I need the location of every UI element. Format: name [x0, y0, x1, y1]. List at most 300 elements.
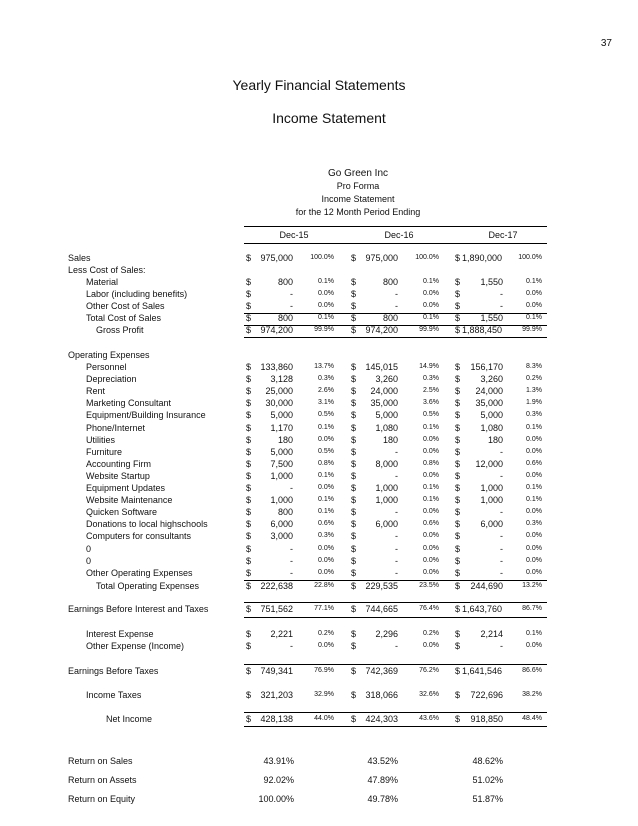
percent-cell: 13.2%: [522, 582, 542, 589]
rule: [244, 664, 547, 665]
currency-symbol: $: [351, 483, 357, 493]
percent-cell: 0.1%: [318, 278, 334, 285]
amount-cell: 5,000: [270, 410, 293, 421]
row-label: Sales: [68, 253, 91, 263]
amount-cell: 1,000: [375, 495, 398, 506]
percent-cell: 0.3%: [318, 532, 334, 540]
page-number: 37: [600, 38, 612, 49]
percent-cell: 0.1%: [526, 423, 542, 431]
percent-cell: 0.1%: [423, 496, 439, 504]
percent-cell: 0.5%: [423, 411, 439, 419]
currency-symbol: $: [351, 313, 357, 323]
currency-symbol: $: [351, 434, 357, 445]
currency-symbol: $: [455, 422, 461, 433]
opex-item-label: Other Operating Expenses: [86, 567, 193, 578]
amount-cell: 1,550: [480, 277, 503, 287]
opex-item-label: Furniture: [86, 446, 123, 457]
row-label: Gross Profit: [96, 325, 144, 335]
percent-cell: 1.9%: [526, 399, 542, 407]
currency-symbol: $: [246, 422, 252, 433]
amount-cell: 180: [382, 434, 398, 445]
percent-cell: 22.8%: [314, 582, 334, 589]
percent-cell: 0.1%: [526, 278, 542, 285]
amount-cell: 1,888,450: [462, 325, 503, 335]
opex-item-label: 0: [86, 543, 92, 554]
ratio-value: 51.02%: [472, 775, 503, 785]
amount-cell: 25,000: [265, 386, 293, 397]
amount-cell: 722,696: [470, 690, 503, 700]
currency-symbol: $: [246, 666, 252, 676]
currency-symbol: $: [455, 555, 461, 566]
company-name: Go Green Inc: [327, 168, 389, 179]
total-rule: [244, 726, 547, 727]
amount-cell: 7,500: [270, 458, 293, 469]
amount-cell: -: [290, 555, 293, 566]
percent-cell: 0.0%: [423, 302, 439, 309]
opex-item-label: Rent: [86, 386, 106, 397]
ratio-value: 43.52%: [367, 756, 398, 766]
ratio-value: 49.78%: [367, 794, 398, 804]
currency-symbol: $: [246, 277, 252, 287]
amount-cell: -: [395, 555, 398, 566]
amount-cell: -: [500, 446, 503, 457]
amount-cell: 1,550: [480, 313, 503, 323]
amount-cell: 749,341: [260, 666, 293, 676]
ratio-value: 48.62%: [472, 756, 503, 766]
percent-cell: 13.7%: [314, 363, 334, 370]
percent-cell: 0.1%: [423, 314, 439, 321]
amount-cell: 12,000: [475, 458, 503, 469]
amount-cell: 6,000: [480, 519, 503, 530]
amount-cell: 24,000: [475, 386, 503, 397]
amount-cell: -: [290, 483, 293, 493]
percent-cell: 0.5%: [318, 411, 334, 419]
amount-cell: 3,000: [270, 531, 293, 542]
currency-symbol: $: [246, 289, 252, 299]
row-label: Labor (including benefits): [86, 289, 188, 299]
amount-cell: -: [395, 543, 398, 554]
percent-cell: 0.1%: [423, 278, 439, 285]
currency-symbol: $: [351, 301, 357, 311]
percent-cell: 0.0%: [526, 544, 542, 552]
currency-symbol: $: [351, 507, 357, 518]
amount-cell: 974,200: [365, 325, 398, 335]
currency-symbol: $: [246, 470, 252, 481]
ratio-value: 51.87%: [472, 794, 503, 804]
currency-symbol: $: [246, 543, 252, 554]
opex-item-label: Accounting Firm: [86, 458, 152, 469]
percent-cell: 0.1%: [423, 484, 439, 491]
amount-cell: -: [500, 531, 503, 542]
percent-cell: 0.0%: [318, 435, 334, 443]
amount-cell: 35,000: [475, 398, 503, 409]
currency-symbol: $: [455, 641, 461, 651]
amount-cell: -: [500, 641, 503, 651]
currency-symbol: $: [351, 641, 357, 651]
amount-cell: 424,303: [365, 714, 398, 724]
percent-cell: 76.2%: [419, 667, 439, 674]
amount-cell: -: [290, 641, 293, 651]
opex-item-label: Depreciation: [86, 374, 137, 385]
percent-cell: 0.0%: [526, 435, 542, 443]
currency-symbol: $: [455, 519, 461, 530]
currency-symbol: $: [455, 629, 461, 639]
row-label: Less Cost of Sales:: [68, 265, 146, 275]
currency-symbol: $: [455, 666, 461, 676]
currency-symbol: $: [246, 567, 252, 578]
row-label: Net Income: [106, 714, 153, 724]
amount-cell: 6,000: [375, 519, 398, 530]
amount-cell: -: [500, 470, 503, 481]
percent-cell: 23.5%: [419, 582, 439, 589]
currency-symbol: $: [351, 458, 357, 469]
percent-cell: 100.0%: [518, 254, 542, 261]
currency-symbol: $: [455, 434, 461, 445]
currency-symbol: $: [246, 690, 252, 700]
amount-cell: 133,860: [260, 362, 293, 372]
amount-cell: 1,000: [480, 483, 503, 493]
opex-item-label: Computers for consultants: [86, 531, 192, 542]
amount-cell: 800: [277, 313, 293, 323]
header-bottom-rule: [244, 243, 547, 244]
currency-symbol: $: [246, 519, 252, 530]
percent-cell: 76.9%: [314, 667, 334, 674]
currency-symbol: $: [246, 458, 252, 469]
opex-item-label: Quicken Software: [86, 507, 158, 518]
rule: [244, 602, 547, 603]
currency-symbol: $: [246, 374, 252, 385]
percent-cell: 0.6%: [318, 520, 334, 528]
row-label: Earnings Before Taxes: [68, 666, 159, 676]
percent-cell: 0.0%: [423, 290, 439, 297]
currency-symbol: $: [351, 446, 357, 457]
percent-cell: 0.3%: [526, 520, 542, 528]
percent-cell: 0.0%: [318, 290, 334, 297]
row-label: Other Expense (Income): [86, 641, 185, 651]
percent-cell: 99.9%: [419, 326, 439, 333]
row-label: Earnings Before Interest and Taxes: [68, 604, 209, 614]
currency-symbol: $: [455, 277, 461, 287]
percent-cell: 0.1%: [423, 423, 439, 431]
currency-symbol: $: [455, 604, 461, 614]
amount-cell: 30,000: [265, 398, 293, 409]
amount-cell: 1,000: [270, 470, 293, 481]
percent-cell: 0.2%: [526, 375, 542, 383]
amount-cell: 180: [277, 434, 293, 445]
currency-symbol: $: [246, 386, 252, 397]
currency-symbol: $: [455, 690, 461, 700]
currency-symbol: $: [351, 690, 357, 700]
percent-cell: 99.9%: [314, 326, 334, 333]
ratio-value: 92.02%: [263, 775, 294, 785]
percent-cell: 8.3%: [526, 363, 542, 370]
opex-item-label: Website Maintenance: [86, 495, 173, 506]
percent-cell: 100.0%: [310, 254, 334, 261]
currency-symbol: $: [455, 374, 461, 385]
opex-item-label: 0: [86, 555, 92, 566]
amount-cell: -: [395, 641, 398, 651]
percent-cell: 0.0%: [526, 302, 542, 309]
opex-item-label: Equipment/Building Insurance: [86, 410, 206, 421]
rule: [244, 712, 547, 713]
percent-cell: 14.9%: [419, 363, 439, 370]
percent-cell: 32.6%: [419, 691, 439, 698]
amount-cell: 2,296: [375, 629, 398, 639]
amount-cell: -: [500, 301, 503, 311]
amount-cell: 800: [382, 277, 398, 287]
percent-cell: 0.1%: [526, 496, 542, 504]
amount-cell: 6,000: [270, 519, 293, 530]
currency-symbol: $: [455, 313, 461, 323]
percent-cell: 77.1%: [314, 605, 334, 612]
percent-cell: 0.8%: [423, 459, 439, 467]
amount-cell: 1,000: [375, 483, 398, 493]
currency-symbol: $: [351, 277, 357, 287]
amount-cell: -: [395, 567, 398, 578]
percent-cell: 0.3%: [318, 375, 334, 383]
amount-cell: -: [500, 543, 503, 554]
percent-cell: 0.0%: [318, 544, 334, 552]
percent-cell: 32.9%: [314, 691, 334, 698]
amount-cell: 5,000: [270, 446, 293, 457]
header-line: Income Statement: [321, 194, 395, 204]
currency-symbol: $: [455, 483, 461, 493]
currency-symbol: $: [455, 507, 461, 518]
amount-cell: 428,138: [260, 714, 293, 724]
amount-cell: 35,000: [370, 398, 398, 409]
amount-cell: 1,000: [270, 495, 293, 506]
currency-symbol: $: [455, 398, 461, 409]
opex-item-label: Equipment Updates: [86, 483, 166, 493]
amount-cell: 318,066: [365, 690, 398, 700]
currency-symbol: $: [455, 567, 461, 578]
section-header: Operating Expenses: [68, 350, 150, 360]
percent-cell: 0.1%: [318, 314, 334, 321]
column-header: Dec-16: [384, 230, 414, 240]
amount-cell: -: [500, 555, 503, 566]
percent-cell: 0.8%: [318, 459, 334, 467]
amount-cell: 222,638: [260, 581, 293, 591]
ratio-label: Return on Assets: [68, 775, 137, 785]
row-label: Interest Expense: [86, 629, 154, 639]
percent-cell: 0.0%: [423, 471, 439, 479]
amount-cell: -: [500, 567, 503, 578]
amount-cell: 744,665: [365, 604, 398, 614]
amount-cell: 742,369: [365, 666, 398, 676]
header-line: for the 12 Month Period Ending: [295, 207, 421, 217]
amount-cell: 156,170: [470, 362, 503, 372]
currency-symbol: $: [351, 555, 357, 566]
currency-symbol: $: [351, 470, 357, 481]
percent-cell: 0.3%: [526, 411, 542, 419]
amount-cell: 974,200: [260, 325, 293, 335]
currency-symbol: $: [351, 604, 357, 614]
percent-cell: 0.0%: [423, 556, 439, 564]
amount-cell: -: [395, 531, 398, 542]
percent-cell: 0.0%: [423, 544, 439, 552]
row-label: Total Cost of Sales: [86, 313, 162, 323]
currency-symbol: $: [246, 362, 252, 372]
percent-cell: 0.0%: [318, 484, 334, 491]
amount-cell: 918,850: [470, 714, 503, 724]
currency-symbol: $: [351, 289, 357, 299]
amount-cell: -: [290, 301, 293, 311]
percent-cell: 0.0%: [318, 556, 334, 564]
currency-symbol: $: [246, 581, 252, 591]
amount-cell: 3,260: [480, 374, 503, 385]
percent-cell: 76.4%: [419, 605, 439, 612]
currency-symbol: $: [455, 714, 461, 724]
opex-item-label: Phone/Internet: [86, 422, 146, 433]
amount-cell: -: [290, 543, 293, 554]
currency-symbol: $: [351, 666, 357, 676]
percent-cell: 0.0%: [423, 532, 439, 540]
amount-cell: 321,203: [260, 690, 293, 700]
percent-cell: 0.0%: [423, 447, 439, 455]
currency-symbol: $: [455, 495, 461, 506]
currency-symbol: $: [455, 253, 461, 263]
percent-cell: 0.0%: [318, 642, 334, 649]
amount-cell: 975,000: [260, 253, 293, 263]
opex-item-label: Donations to local highschools: [86, 519, 208, 530]
currency-symbol: $: [246, 604, 252, 614]
currency-symbol: $: [246, 301, 252, 311]
currency-symbol: $: [246, 325, 252, 335]
percent-cell: 3.6%: [423, 399, 439, 407]
percent-cell: 0.1%: [526, 314, 542, 321]
amount-cell: 24,000: [370, 386, 398, 397]
amount-cell: 145,015: [365, 362, 398, 372]
amount-cell: 3,128: [270, 374, 293, 385]
row-label: Total Operating Expenses: [96, 581, 200, 591]
percent-cell: 0.0%: [526, 508, 542, 516]
percent-cell: 0.1%: [526, 484, 542, 491]
currency-symbol: $: [246, 531, 252, 542]
percent-cell: 0.0%: [526, 556, 542, 564]
currency-symbol: $: [246, 507, 252, 518]
currency-symbol: $: [246, 398, 252, 409]
currency-symbol: $: [351, 519, 357, 530]
currency-symbol: $: [351, 325, 357, 335]
percent-cell: 100.0%: [415, 254, 439, 261]
ratio-value: 100.00%: [258, 794, 294, 804]
ratio-label: Return on Equity: [68, 794, 136, 804]
amount-cell: 1,643,760: [462, 604, 503, 614]
amount-cell: 5,000: [480, 410, 503, 421]
percent-cell: 0.3%: [423, 375, 439, 383]
amount-cell: 1,000: [480, 495, 503, 506]
currency-symbol: $: [455, 458, 461, 469]
currency-symbol: $: [455, 446, 461, 457]
ratio-value: 43.91%: [263, 756, 294, 766]
currency-symbol: $: [351, 374, 357, 385]
rule: [244, 617, 547, 618]
currency-symbol: $: [455, 543, 461, 554]
document-title: Yearly Financial Statements: [232, 77, 406, 93]
percent-cell: 0.1%: [318, 496, 334, 504]
percent-cell: 0.0%: [526, 471, 542, 479]
row-label: Income Taxes: [86, 690, 142, 700]
percent-cell: 2.5%: [423, 387, 439, 395]
amount-cell: 229,535: [365, 581, 398, 591]
amount-cell: 2,214: [480, 629, 503, 639]
percent-cell: 48.4%: [522, 715, 542, 722]
amount-cell: -: [395, 301, 398, 311]
percent-cell: 0.0%: [526, 532, 542, 540]
currency-symbol: $: [455, 581, 461, 591]
opex-item-label: Website Startup: [86, 470, 150, 481]
amount-cell: 800: [277, 507, 293, 518]
amount-cell: 975,000: [365, 253, 398, 263]
currency-symbol: $: [455, 410, 461, 421]
column-header: Dec-17: [488, 230, 518, 240]
amount-cell: 1,170: [270, 422, 293, 433]
currency-symbol: $: [351, 398, 357, 409]
percent-cell: 2.6%: [318, 387, 334, 395]
amount-cell: 3,260: [375, 374, 398, 385]
currency-symbol: $: [351, 581, 357, 591]
document-subtitle: Income Statement: [272, 110, 386, 126]
amount-cell: -: [395, 446, 398, 457]
currency-symbol: $: [246, 629, 252, 639]
percent-cell: 0.0%: [526, 568, 542, 576]
currency-symbol: $: [351, 714, 357, 724]
currency-symbol: $: [455, 386, 461, 397]
amount-cell: -: [290, 289, 293, 299]
amount-cell: 244,690: [470, 581, 503, 591]
amount-cell: 1,890,000: [462, 253, 503, 263]
percent-cell: 0.0%: [423, 642, 439, 649]
currency-symbol: $: [246, 434, 252, 445]
ratio-value: 47.89%: [367, 775, 398, 785]
percent-cell: 38.2%: [522, 691, 542, 698]
row-label: Material: [86, 277, 119, 287]
currency-symbol: $: [455, 325, 461, 335]
amount-cell: 5,000: [375, 410, 398, 421]
percent-cell: 0.0%: [423, 568, 439, 576]
currency-symbol: $: [351, 386, 357, 397]
amount-cell: -: [395, 289, 398, 299]
currency-symbol: $: [246, 313, 252, 323]
percent-cell: 44.0%: [314, 715, 334, 722]
amount-cell: 8,000: [375, 458, 398, 469]
percent-cell: 3.1%: [318, 399, 334, 407]
currency-symbol: $: [351, 531, 357, 542]
amount-cell: -: [290, 567, 293, 578]
percent-cell: 0.2%: [423, 630, 439, 637]
percent-cell: 0.1%: [526, 630, 542, 637]
currency-symbol: $: [246, 555, 252, 566]
currency-symbol: $: [455, 301, 461, 311]
percent-cell: 0.5%: [318, 447, 334, 455]
currency-symbol: $: [351, 422, 357, 433]
row-label: Other Cost of Sales: [86, 301, 165, 311]
currency-symbol: $: [351, 410, 357, 421]
percent-cell: 0.0%: [318, 302, 334, 309]
ratio-label: Return on Sales: [68, 756, 133, 766]
amount-cell: -: [500, 289, 503, 299]
amount-cell: -: [395, 507, 398, 518]
percent-cell: 0.6%: [423, 520, 439, 528]
currency-symbol: $: [351, 362, 357, 372]
currency-symbol: $: [351, 495, 357, 506]
percent-cell: 0.0%: [526, 642, 542, 649]
amount-cell: 800: [277, 277, 293, 287]
column-header: Dec-15: [279, 230, 309, 240]
percent-cell: 0.0%: [318, 568, 334, 576]
percent-cell: 86.6%: [522, 667, 542, 674]
header-line: Pro Forma: [336, 181, 380, 191]
